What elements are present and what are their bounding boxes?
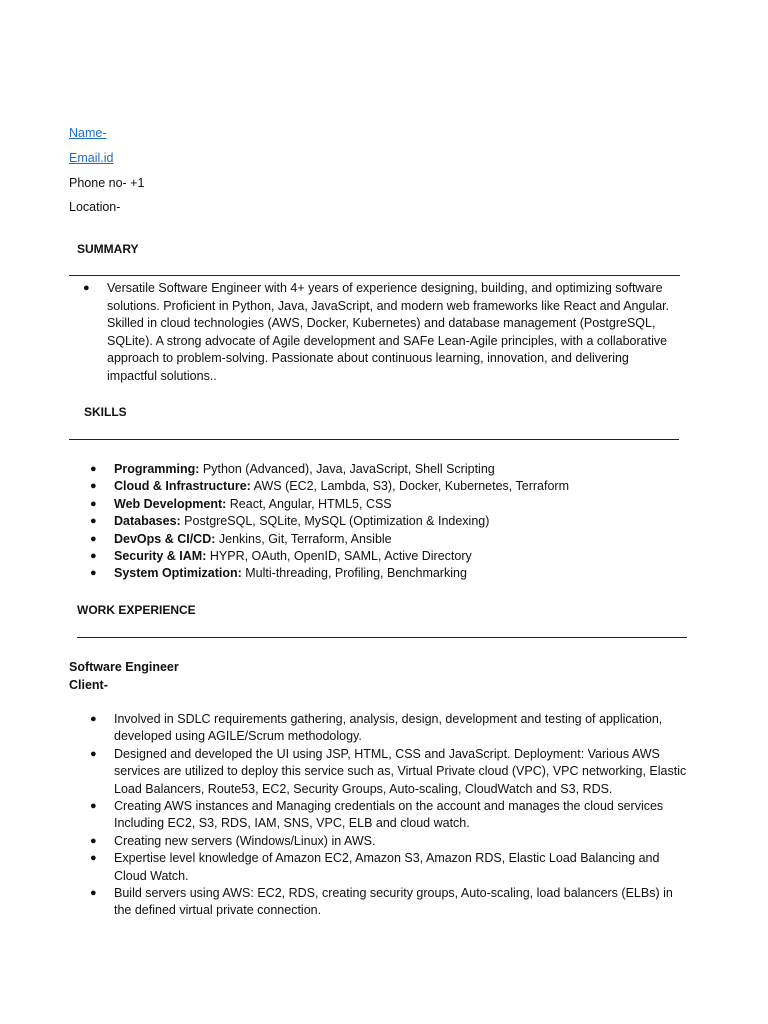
bullet-icon: ● (90, 480, 97, 493)
bullet-icon: ● (90, 852, 97, 865)
skill-label: System Optimization: (114, 566, 242, 581)
bullet-icon: ● (90, 567, 97, 580)
summary-item (83, 280, 673, 385)
skill-label: Databases: (114, 514, 181, 529)
bullet-icon: ● (90, 887, 97, 900)
summary-list (83, 280, 673, 385)
summary-heading: SUMMARY (77, 242, 139, 256)
bullet-icon: ● (90, 713, 97, 725)
skill-label: Cloud & Infrastructure: (114, 479, 251, 494)
skill-value: Jenkins, Git, Terraform, Ansible (215, 531, 392, 546)
bullet-icon: ● (90, 532, 97, 545)
location-text: Location- (69, 200, 121, 214)
bullet-icon: ● (83, 282, 90, 294)
skill-label: Web Development: (114, 496, 227, 511)
work-item-text: Expertise level knowledge of Amazon EC2, Amazon S3, Amazon RDS, Elastic Load Balancing and Cloud Watch. (114, 851, 660, 883)
summary-divider (69, 275, 680, 276)
skill-item (90, 496, 690, 513)
skills-divider (69, 439, 679, 440)
job-client: Client- (69, 678, 108, 692)
work-divider (77, 637, 687, 638)
bullet-icon: ● (90, 800, 97, 813)
work-item (90, 833, 690, 850)
summary-text: Versatile Software Engineer with 4+ years of experience designing, building, and optimizing software solutions. Proficient in Python, Java, JavaScript, and modern web frameworks like React and Angular. Skilled in cloud technologies (AWS, Docker, Kubernetes) and database management (PostgreSQL, SQLite). A strong advocate of Agile development and SAFe Lean-Agile principles, with a collaborative approach to problem-solving. Passionate about continuous learning, innovation, and delivering impactful solutions.. (107, 281, 670, 383)
work-item-text: Build servers using AWS: EC2, RDS, creating security groups, Auto-scaling, load balancers (ELBs) in the defined virtual private connection. (114, 886, 673, 918)
bullet-icon: ● (90, 463, 97, 475)
skill-item (90, 565, 690, 582)
skill-value: HYPR, OAuth, OpenID, SAML, Active Directory (206, 549, 472, 564)
skill-label: Security & IAM: (114, 549, 207, 564)
work-bullets (90, 711, 690, 920)
work-item-text: Involved in SDLC requirements gathering, analysis, design, development and testing of application, developed using AGILE/Scrum methodology. (114, 712, 663, 744)
bullet-icon: ● (90, 834, 97, 847)
work-heading: WORK EXPERIENCE (77, 603, 196, 617)
phone-text: Phone no- +1 (69, 176, 145, 190)
work-item-text: Creating AWS instances and Managing credentials on the account and manages the cloud services Including EC2, S3, RDS, IAM, SNS, VPC, ELB and cloud watch. (114, 799, 664, 831)
work-item (90, 798, 690, 833)
skill-value: Python (Advanced), Java, JavaScript, Shell Scripting (199, 462, 495, 476)
bullet-icon: ● (90, 550, 97, 563)
skills-heading: SKILLS (84, 405, 127, 419)
skill-value: Multi-threading, Profiling, Benchmarking (241, 566, 467, 581)
skill-item (90, 461, 690, 478)
work-item-text: Creating new servers (Windows/Linux) in AWS. (114, 833, 376, 848)
skill-label: DevOps & CI/CD: (114, 531, 216, 546)
bullet-icon: ● (90, 515, 97, 528)
work-item (90, 746, 690, 798)
skill-label: Programming: (114, 462, 200, 476)
skill-item (90, 548, 690, 565)
work-item-text: Designed and developed the UI using JSP, HTML, CSS and JavaScript. Deployment: Various AWS services are utilized to deploy this service such as, Virtual Private cloud (VPC), VPC networking, Elastic Load Balancers, Route53, EC2, Security Groups, Auto-scaling, CloudWatch and S3, RDS. (114, 746, 687, 796)
work-item (90, 850, 690, 885)
skill-item (90, 478, 690, 495)
skill-item (90, 513, 690, 530)
skill-value: PostgreSQL, SQLite, MySQL (Optimization & Indexing) (180, 514, 490, 529)
bullet-icon: ● (90, 747, 97, 760)
work-item (90, 885, 690, 920)
bullet-icon: ● (90, 497, 97, 510)
work-item (90, 711, 690, 746)
email-link[interactable]: Email.id (69, 151, 114, 165)
skill-value: React, Angular, HTML5, CSS (226, 496, 392, 511)
skills-list (90, 461, 690, 583)
job-title: Software Engineer (69, 660, 179, 674)
skill-value: AWS (EC2, Lambda, S3), Docker, Kubernetes, Terraform (250, 479, 570, 494)
name-link[interactable]: Name- (69, 126, 107, 140)
skill-item (90, 531, 690, 548)
